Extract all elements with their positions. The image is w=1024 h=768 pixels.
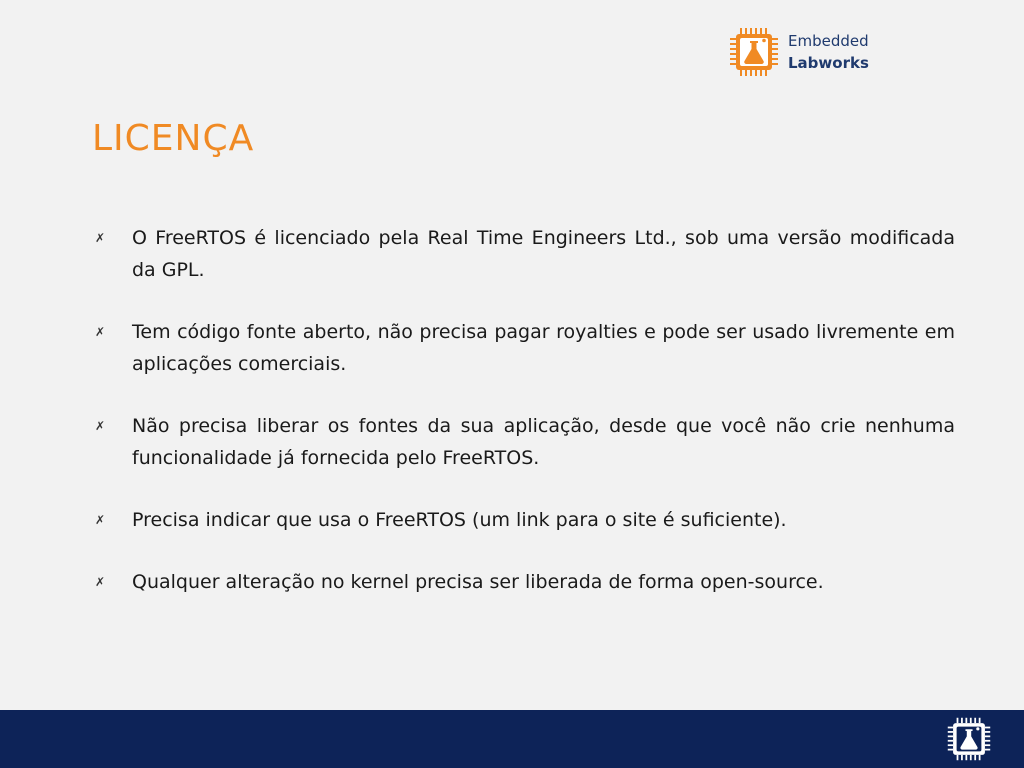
bullet-marker-icon: ✗	[95, 575, 106, 589]
bullet-item	[95, 566, 955, 598]
bullet-text: Qualquer alteração no kernel precisa ser liberada de forma open-source.	[132, 571, 824, 593]
bullet-item	[95, 504, 955, 536]
slide-title: LICENÇA	[92, 118, 255, 159]
brand-logo	[728, 26, 869, 78]
footer-bar	[0, 710, 1024, 768]
brand-name	[788, 30, 869, 74]
bullet-list	[95, 222, 955, 598]
bullet-text: Tem código fonte aberto, não precisa pagar royalties e pode ser usado livremente em aplicações comerciais.	[132, 321, 955, 375]
bullet-marker-icon: ✗	[95, 419, 106, 433]
bullet-text: Precisa indicar que usa o FreeRTOS (um link para o site é suficiente).	[132, 509, 787, 531]
bullet-text: O FreeRTOS é licenciado pela Real Time Engineers Ltd., sob uma versão modificada da GPL.	[132, 227, 955, 281]
bullet-marker-icon: ✗	[95, 231, 106, 245]
bullet-marker-icon: ✗	[95, 325, 106, 339]
chip-flask-icon	[728, 26, 780, 78]
bullet-text: Não precisa liberar os fontes da sua aplicação, desde que você não crie nenhuma funcionalidade já fornecida pelo FreeRTOS.	[132, 415, 955, 469]
brand-name-line1: Embedded	[788, 32, 869, 50]
bullet-item	[95, 222, 955, 286]
chip-flask-icon	[946, 716, 992, 762]
brand-name-line2: Labworks	[788, 54, 869, 72]
bullet-marker-icon: ✗	[95, 513, 106, 527]
bullet-item	[95, 410, 955, 474]
bullet-item	[95, 316, 955, 380]
